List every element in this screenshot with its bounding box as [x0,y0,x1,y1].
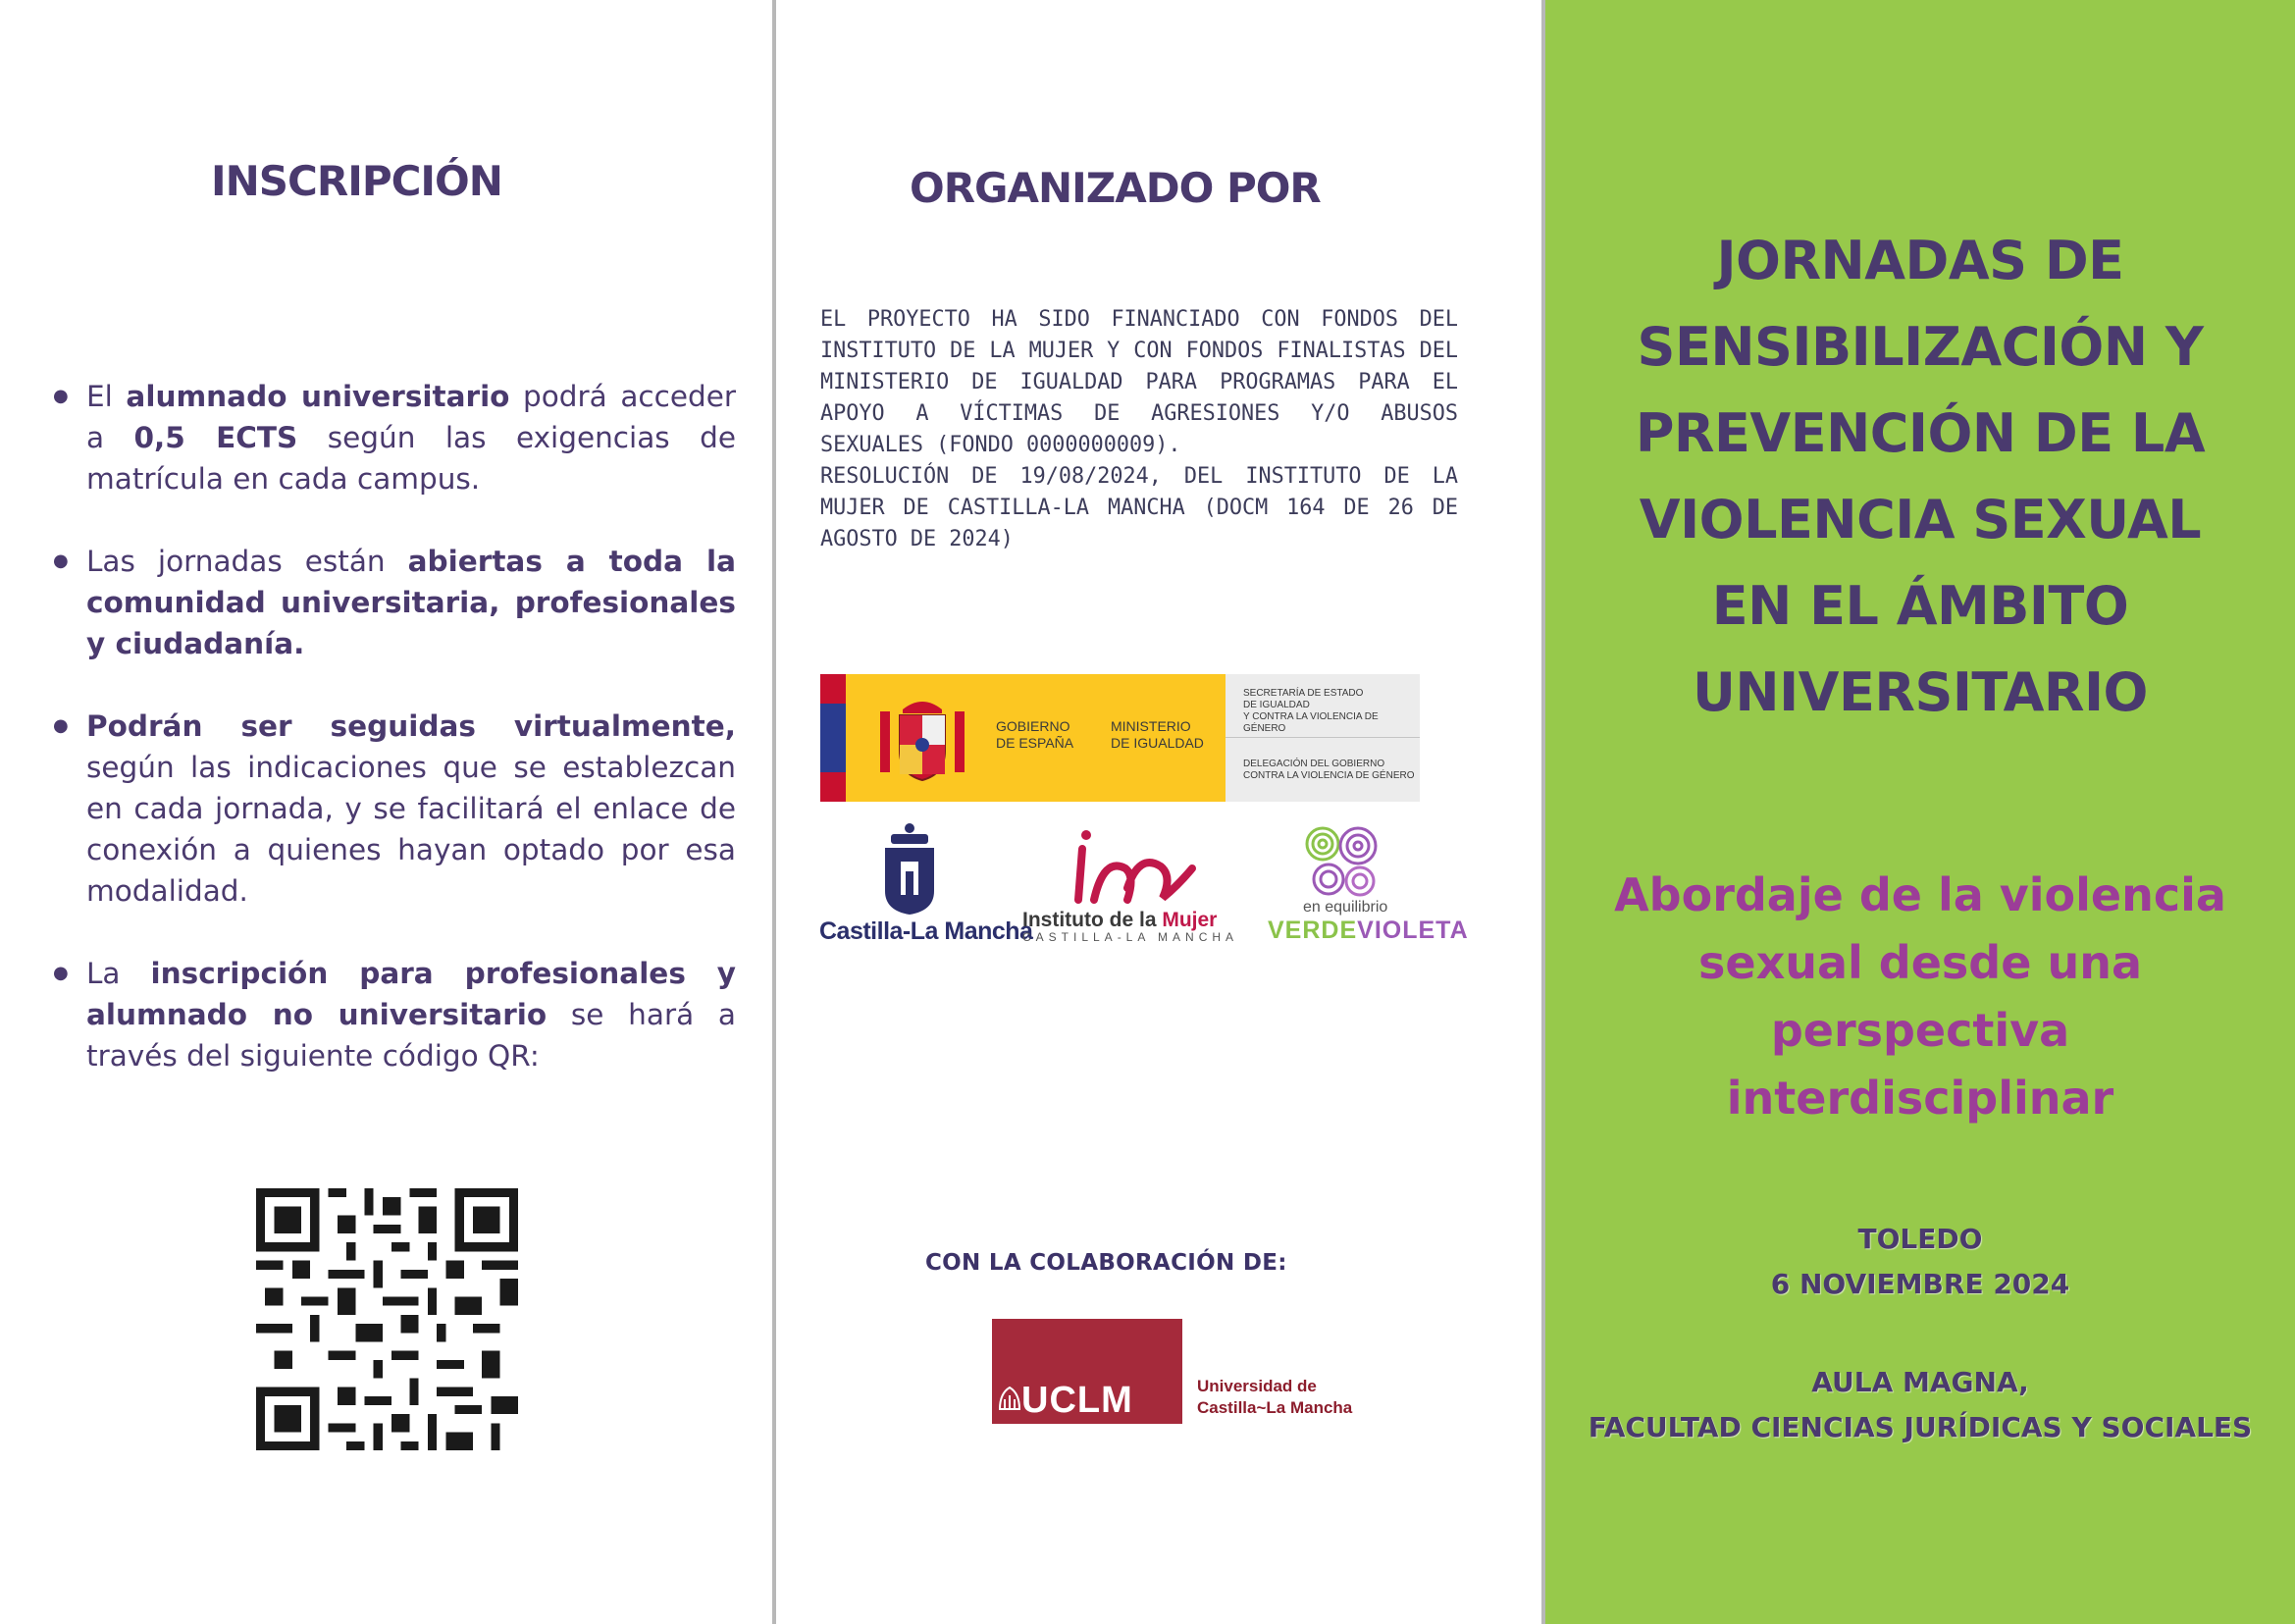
gobierno-logo [820,674,1420,802]
gobierno-yellow-block [846,674,1226,802]
delegacion-label: DELEGACIÓN DEL GOBIERNO CONTRA LA VIOLENCIA DE GÉNERO [1243,759,1415,781]
uclm-wordmark: UCLM [1021,1380,1133,1421]
qr-code-icon[interactable] [256,1188,518,1450]
info-list [57,376,736,1118]
list-item: ● El alumnado universitario podrá acceder a 0,5 ECTS según las exigencias de matrícula en cada campus. [57,376,736,499]
secretaria-block [1226,674,1420,802]
event-location-date [1565,1217,2275,1307]
secretaria-label: SECRETARÍA DE ESTADO DE IGUALDAD Y CONTRA LA VIOLENCIA DE GÉNERO [1243,688,1379,734]
resolution-paragraph: RESOLUCIÓN DE 19/08/2024, DEL INSTITUTO DE LA MUJER DE CASTILLA-LA MANCHA (DOCM 164 DE 26 DE AGOSTO DE 2024) [820,464,1458,551]
funding-paragraph: EL PROYECTO HA SIDO FINANCIADO CON FONDOS DEL INSTITUTO DE LA MUJER Y CON FONDOS FINALISTAS DEL MINISTERIO DE IGUALDAD PARA PROGRAMAS PARA EL APOYO A VÍCTIMAS DE AGRESIONES Y/O ABUSOS SEXUALES (FONDO 0000000009). [820,307,1458,457]
list-item: ● La inscripción para profesionales y alumnado no universitario se hará a través del siguiente código QR: [57,953,736,1076]
clm-castle-icon [879,822,940,917]
clm-logo-label: Castilla-La Mancha [819,917,1033,945]
list-item: ● Podrán ser seguidas virtualmente, según las indicaciones que se establezcan en cada jornada, y se facilitará el enlace de conexión a quienes hayan optado por esa modalidad. [57,706,736,912]
list-item: ● Las jornadas están abiertas a toda la comunidad universitaria, profesionales y ciudadanía. [57,541,736,664]
uclm-emblem-icon [998,1386,1021,1411]
flag-stripe [820,674,846,802]
organizado-title: ORGANIZADO POR [910,164,1321,212]
panel-inscripcion [0,0,772,1624]
collaboration-label: CON LA COLABORACIÓN DE: [925,1250,1287,1276]
inscripcion-title: INSCRIPCIÓN [211,157,502,205]
gobierno-divider [1226,737,1420,738]
vv-label: VERDEVIOLETA [1268,917,1469,944]
ministerio-label: MINISTERIO DE IGUALDAD [1111,718,1204,751]
instituto-mujer-region: CASTILLA-LA MANCHA [1022,930,1239,944]
vv-tagline: en equilibrio [1303,899,1388,916]
event-subtitle: Abordaje de la violencia sexual desde una perspectiva interdisciplinar [1614,868,2226,1125]
instituto-mujer-label: Instituto de la Mujer [1022,909,1218,931]
event-title: JORNADAS DE SENSIBILIZACIÓN Y PREVENCIÓN DE LA VIOLENCIA SEXUAL EN EL ÁMBITO UNIVERSITARIO [1635,230,2206,723]
funding-text [820,304,1458,555]
fingerprint-icon [1303,824,1385,901]
uclm-logo [992,1319,1182,1424]
uclm-full-name: Universidad de Castilla~La Mancha [1197,1377,1353,1417]
spain-coat-of-arms-icon [878,692,966,785]
instituto-mujer-logo [1065,829,1212,910]
event-date: 6 NOVIEMBRE 2024 [1770,1268,2070,1300]
gobierno-label: GOBIERNO DE ESPAÑA [996,718,1074,751]
event-venue: AULA MAGNA, FACULTAD CIENCIAS JURÍDICAS Y SOCIALES [1588,1366,2253,1443]
event-city: TOLEDO [1857,1223,1983,1255]
